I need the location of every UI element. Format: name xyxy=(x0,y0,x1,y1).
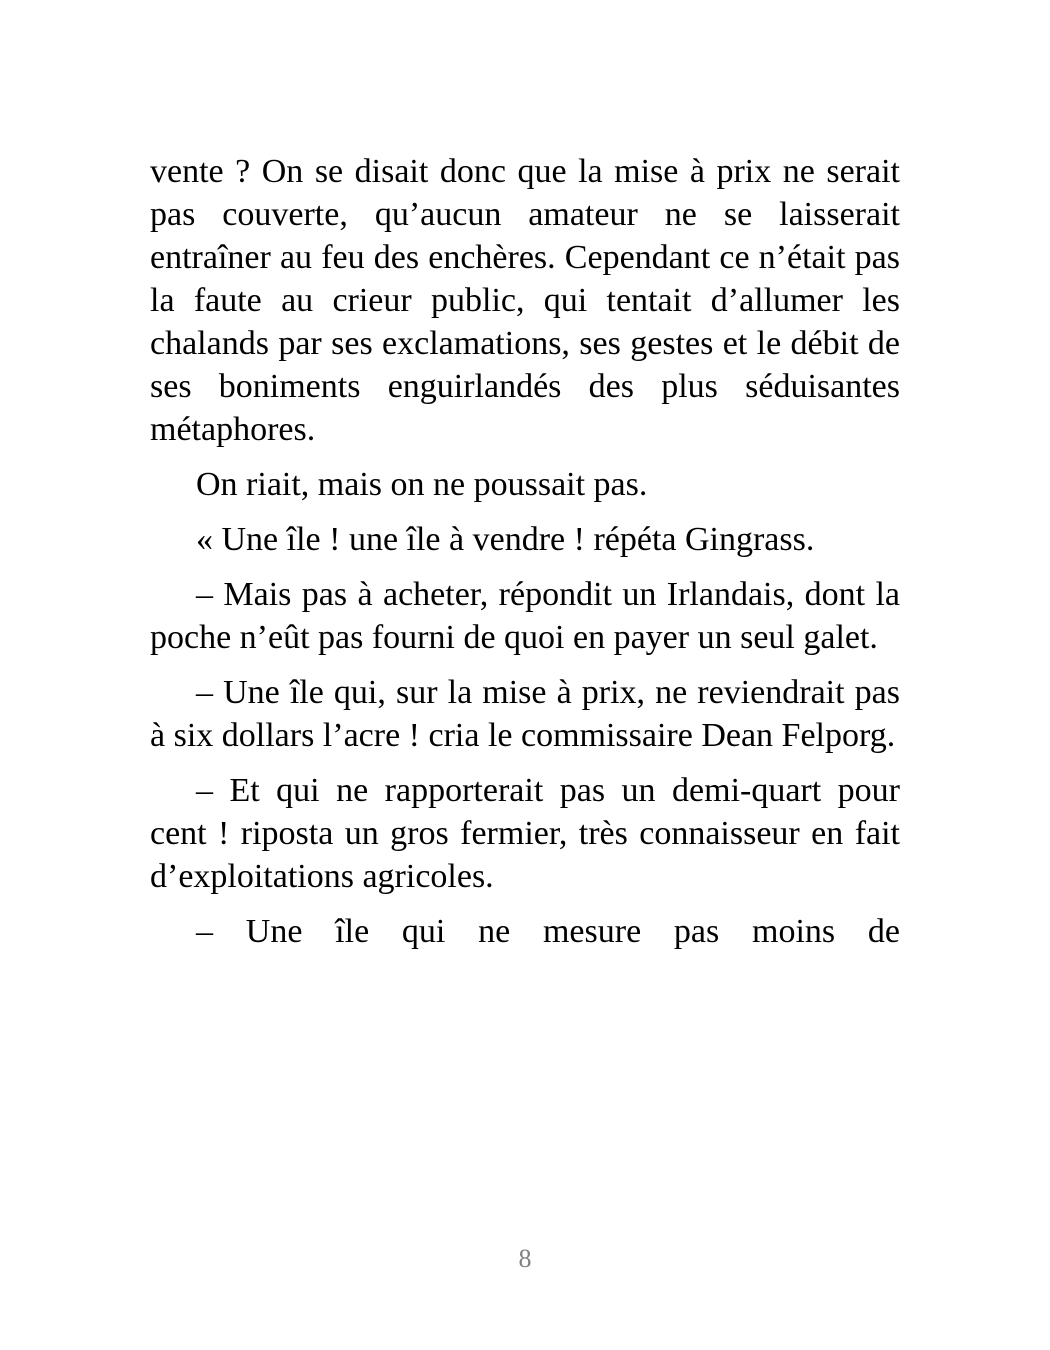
page-number: 8 xyxy=(518,1244,532,1273)
paragraph-irlandais: – Mais pas à acheter, répondit un Irlandais, dont la poche n’eût pas fourni de quoi en payer un seul galet. xyxy=(150,576,900,656)
paragraph-une-ile-a-vendre: « Une île ! une île à vendre ! répéta Gingrass. xyxy=(196,521,815,558)
paragraph-continuation: vente ? On se disait donc que la mise à prix ne serait pas couverte, qu’aucun amateur ne se laisserait entraîner au feu des enchères. Cependant ce n’était pas la faute au crieur public, qui tentait d’allumer les chalands par ses exclamations, ses gestes et le débit de ses boniments enguirlandés des plus séduisantes métaphores. xyxy=(150,153,900,448)
paragraph-fermier: – Et qui ne rapporterait pas un demi-quart pour cent ! riposta un gros fermier, très connaisseur en fait d’exploitations agricoles. xyxy=(150,772,900,895)
paragraph-commissaire: – Une île qui, sur la mise à prix, ne reviendrait pas à six dollars l’acre ! cria le commissaire Dean Felporg. xyxy=(150,674,900,754)
paragraph-last: – Une île qui ne mesure pas moins de xyxy=(196,913,900,950)
paragraph-on-riait: On riait, mais on ne poussait pas. xyxy=(196,466,648,503)
page-body xyxy=(150,150,900,965)
